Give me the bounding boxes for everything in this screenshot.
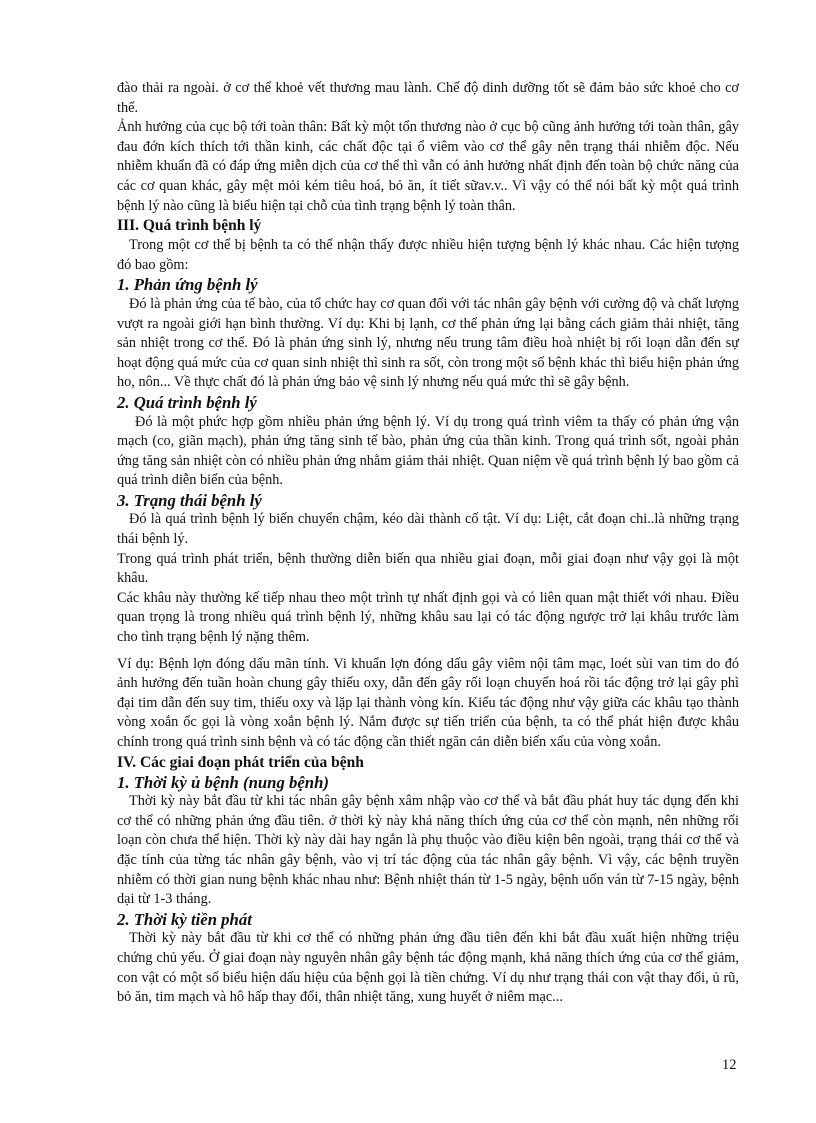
paragraph: Thời kỳ này bắt đầu từ khi cơ thể có những phản ứng đầu tiên đến khi bắt đầu xuất hiện những triệu chứng chủ yếu. Ở giai đoạn này nguyên nhân gây bệnh tác động mạnh, khả năng thích ứng của cơ thể giảm, con vật có một số biểu hiện dấu hiệu của bệnh gọi là tiền chứng. Ví dụ như trạng thái con vật thay đổi, ủ rũ, bỏ ăn, tim mạch và hô hấp thay đổi, thân nhiệt tăng, xung huyết ở niêm mạc... <box>117 930 739 1006</box>
paragraph: đào thải ra ngoài. ở cơ thể khoẻ vết thương mau lành. Chế độ dinh dưỡng tốt sẽ đảm bảo sức khoẻ cho cơ thể. <box>117 80 739 116</box>
document-page <box>117 79 739 1008</box>
paragraph: Trong quá trình phát triển, bệnh thường diễn biến qua nhiều giai đoạn, mỗi giai đoạn như vậy gọi là một khâu. <box>117 550 739 587</box>
page-number: 12 <box>722 1057 737 1073</box>
paragraph: Đó là quá trình bệnh lý biến chuyển chậm, kéo dài thành cố tật. Ví dụ: Liệt, cắt đoạn chi..là những trạng thái bệnh lý. <box>117 511 739 548</box>
paragraph: Đó là phản ứng của tế bào, của tổ chức hay cơ quan đối với tác nhân gây bệnh với cường độ và chất lượng vượt ra ngoài giới hạn bình thường. Ví dụ: Khi bị lạnh, cơ thể phản ứng lại bằng cách giảm thải nhiệt, tăng sản nhiệt trong cơ thể. Đó là phản ứng sinh lý, nhưng nếu trung tâm điều hoà nhiệt bị rối loạn dẫn đến sự hoạt động quá mức của cơ quan sinh nhiệt thì sinh ra sốt, còn trong một số bệnh khác thì biểu hiện phản ứng ho, nôn... Về thực chất đó là phản ứng bảo vệ sinh lý nhưng nếu quá mức thì sẽ gây bệnh. <box>117 295 739 391</box>
subsection-heading: 3. Trạng thái bệnh lý <box>117 490 262 510</box>
section-heading: III. Quá trình bệnh lý <box>117 217 262 235</box>
subsection-heading: 2. Thời kỳ tiền phát <box>117 909 252 929</box>
paragraph: Các khâu này thường kế tiếp nhau theo một trình tự nhất định gọi và có liên quan mật thiết với nhau. Điều quan trọng là trong nhiều quá trình bệnh lý, những khâu sau lại có tác động ngược trở lại khâu trước làm cho tình trạng bệnh lý nặng thêm. <box>117 589 739 646</box>
section-heading: IV. Các giai đoạn phát triển của bệnh <box>117 753 364 771</box>
subsection-heading: 1. Thời kỳ ủ bệnh (nung bệnh) <box>117 772 329 792</box>
paragraph: Đó là một phức hợp gồm nhiều phản ứng bệnh lý. Ví dụ trong quá trình viêm ta thấy có phản ứng vận mạch (co, giãn mạch), phản ứng tăng sinh tế bào, phản ứng của thần kinh. Trong quá trình sốt, ngoài phản ứng tăng sản nhiệt còn có nhiều phản ứng nhằm giảm thải nhiệt. Quan niệm về quá trình bệnh lý bao gồm cả quá trình diễn biến của bệnh. <box>117 413 739 489</box>
paragraph: Thời kỳ này bắt đầu từ khi tác nhân gây bệnh xâm nhập vào cơ thể và bắt đầu phát huy tác dụng đến khi cơ thể có những phản ứng đầu tiên. ở thời kỳ này khả năng thích ứng của cơ thể còn mạnh, nên những rối loạn còn chưa thể hiện. Thời kỳ này dài hay ngắn là phụ thuộc vào điều kiện bên ngoài, trạng thái cơ thể và đặc tính của từng tác nhân gây bệnh, vào vị trí tác động của tác nhân gây bệnh. Vì vậy, các bệnh truyền nhiễm có thời gian nung bệnh khác nhau như: Bệnh nhiệt thán từ 1-5 ngày, bệnh uốn ván từ 7-15 ngày, bệnh dại từ 1-3 tháng. <box>117 793 739 908</box>
paragraph: Ví dụ: Bệnh lợn đóng dấu mãn tính. Vi khuẩn lợn đóng dấu gây viêm nội tâm mạc, loét sùi van tim do đó ảnh hưởng đến tuần hoàn chung gây thiếu oxy, dẫn đến gây rối loạn chuyển hoá rồi tác động trở lại gây phì đại tim dẫn đến suy tim, thiếu oxy và lặp lại thành vòng kín. Kiểu tác động như vậy giữa các khâu tạo thành vòng xoắn ốc gọi là vòng xoắn bệnh lý. Nắm được sự tiến triển của bệnh, ta có thể phát hiện được khâu chính trong quá trình sinh bệnh và có tác động cần thiết ngăn cản diễn biến xấu của vòng xoắn. <box>117 655 739 750</box>
subsection-heading: 2. Quá trình bệnh lý <box>117 392 257 412</box>
subsection-heading: 1. Phản ứng bệnh lý <box>117 275 258 295</box>
paragraph: Trong một cơ thể bị bệnh ta có thể nhận thấy được nhiều hiện tượng bệnh lý khác nhau. Các hiện tượng đó bao gồm: <box>117 237 739 273</box>
paragraph: Ảnh hưởng của cục bộ tới toàn thân: Bất kỳ một tổn thương nào ở cục bộ cũng ảnh hưởng tới toàn thân, gây đau đớn kích thích tới thần kinh, các chất độc tại ổ viêm vào cơ thể gây nên trạng thái nhiễm độc. Nếu nhiễm khuẩn đã có đáp ứng miễn dịch của cơ thể thì vẫn có ảnh hưởng nhất định đến toàn bộ chức năng của các cơ quan khác, gây mệt mỏi kém tiêu hoá, bỏ ăn, ít tiết sữav.v.. Vì vậy có thể nói bất kỳ một quá trình bệnh lý nào cũng là biểu hiện tại chỗ của tình trạng bệnh lý toàn thân. <box>117 119 739 214</box>
